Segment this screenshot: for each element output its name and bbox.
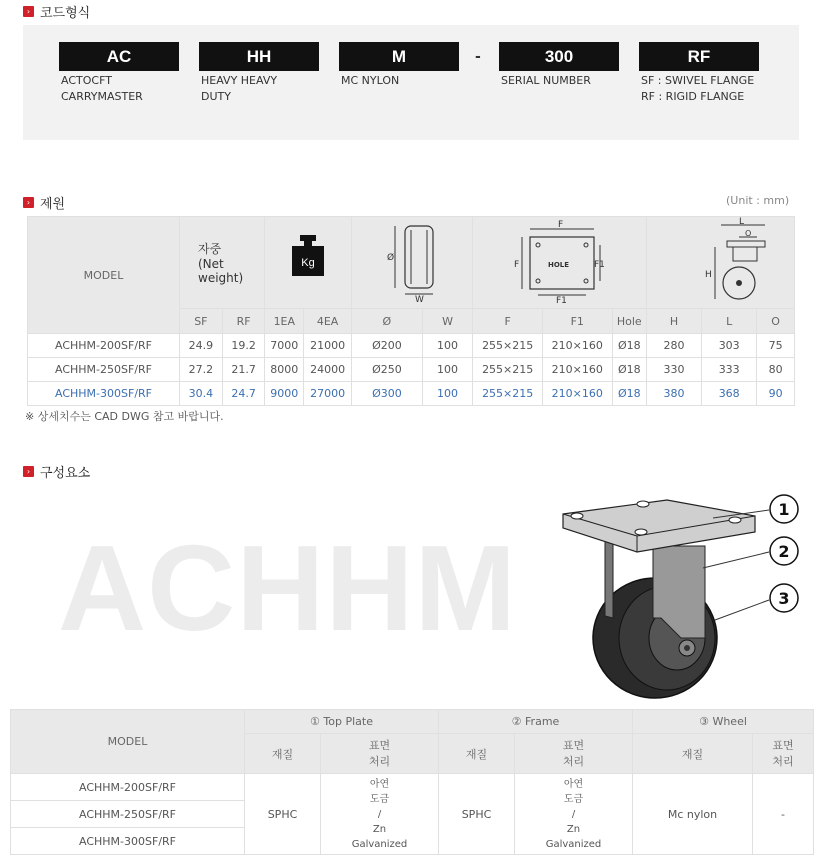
cell-1ea: 8000 [265,358,304,382]
cell-4ea: 27000 [304,382,352,406]
code-desc [639,73,759,105]
cell-o: 75 [757,334,795,358]
dia-label-w: W [415,295,425,304]
subheader-w: W [422,309,473,334]
cell-model: ACHHM-300SF/RF [28,382,180,406]
wheel-material: Mc nylon [633,774,753,855]
wheel-dim-header [352,217,473,309]
cell-model: ACHHM-250SF/RF [28,358,180,382]
code-desc [59,73,179,105]
cell-d: Ø250 [352,358,423,382]
code-desc-line: CARRYMASTER [61,90,143,103]
red-bullet-icon: › [23,197,34,208]
group-frame: ② Frame [439,710,633,734]
callout-label: 2 [778,542,790,561]
cell-model: ACHHM-200SF/RF [28,334,180,358]
wheel-surface: - [753,774,814,855]
components-table [10,709,814,855]
subheader-1ea: 1EA [265,309,304,334]
dia-label-l: L [739,217,745,227]
header-material: 재질 [633,734,753,774]
subheader-o: O [757,309,795,334]
code-label: M [339,42,459,71]
cell-sf: 30.4 [180,382,223,406]
code-format-title-text: 코드형식 [40,6,91,21]
subheader-rf: RF [222,309,265,334]
code-desc [499,73,619,89]
code-item-serial [499,42,619,89]
code-desc-line: ACTOCFT [61,74,112,87]
code-desc-line: MC NYLON [341,74,400,87]
components-title-text: 구성요소 [40,466,91,481]
cell-o: 90 [757,382,795,406]
header-material: 재질 [245,734,321,774]
red-bullet-icon: › [23,466,34,477]
code-label: HH [199,42,319,71]
cell-f1: 210×160 [542,358,612,382]
unit-label: (Unit : mm) [726,194,790,207]
subheader-d: Ø [352,309,423,334]
code-item-m [339,42,459,89]
cell-hole: Ø18 [612,358,646,382]
cell-w: 100 [422,382,473,406]
cell-sf: 27.2 [180,358,223,382]
code-desc [339,73,459,89]
cell-d: Ø300 [352,382,423,406]
dia-label-h: H [705,270,713,280]
code-format-box [23,25,799,140]
dia-label-o: O [745,229,752,238]
dia-label-f-side: F [513,260,519,270]
top-plate-material: SPHC [245,774,321,855]
caster-illustration [555,488,805,703]
cell-1ea: 9000 [265,382,304,406]
subheader-f: F [473,309,543,334]
cell-l: 303 [702,334,757,358]
code-item-rf [639,42,759,105]
cell-f1: 210×160 [542,334,612,358]
callout-label: 3 [778,589,790,608]
callout-3 [770,584,798,612]
cell-l: 333 [702,358,757,382]
spec-title [23,193,65,212]
code-label: RF [639,42,759,71]
weight-icon [278,231,338,291]
code-item-ac [59,42,179,105]
kg-label: Kg [301,257,316,269]
cell-rf: 19.2 [222,334,265,358]
subheader-l: L [702,309,757,334]
code-desc-line: SERIAL NUMBER [501,74,591,87]
dia-label-f1-side: F1 [593,260,605,270]
cell-hole: Ø18 [612,334,646,358]
subheader-4ea: 4EA [304,309,352,334]
caster-side-diagram [665,217,775,305]
group-top-plate: ① Top Plate [245,710,439,734]
wheel-side-diagram [367,218,457,304]
cell-f1: 210×160 [542,382,612,406]
cad-note: ※ 상세치수는 CAD DWG 참고 바랍니다. [25,410,224,423]
table-row [11,774,814,801]
dia-label-f1: F1 [555,296,567,305]
cell-d: Ø200 [352,334,423,358]
dia-label-hole: HOLE [547,261,569,269]
spec-table [27,216,795,406]
comp-model-cell: ACHHM-300SF/RF [11,828,245,855]
cell-rf: 24.7 [222,382,265,406]
weight-header: 자중 (Net weight) [180,217,265,309]
cell-h: 330 [646,358,701,382]
cell-f: 255×215 [473,334,543,358]
subheader-hole: Hole [612,309,646,334]
cell-4ea: 24000 [304,358,352,382]
cell-4ea: 21000 [304,334,352,358]
comp-model-header: MODEL [11,710,245,774]
cell-l: 368 [702,382,757,406]
top-plate-diagram [510,217,610,305]
code-label: 300 [499,42,619,71]
comp-model-cell: ACHHM-200SF/RF [11,774,245,801]
table-row [28,358,795,382]
comp-model-cell: ACHHM-250SF/RF [11,801,245,828]
cell-f: 255×215 [473,382,543,406]
table-row [28,334,795,358]
frame-surface: 아연 도금 / Zn Galvanized [515,774,633,855]
red-bullet-icon: › [23,6,34,17]
dia-label-d: Ø [387,253,395,263]
cell-h: 280 [646,334,701,358]
header-surface: 표면 처리 [515,734,633,774]
spec-title-text: 제원 [40,197,66,212]
header-surface: 표면 처리 [753,734,814,774]
header-surface: 표면 처리 [321,734,439,774]
cell-w: 100 [422,334,473,358]
subheader-sf: SF [180,309,223,334]
cell-o: 80 [757,358,795,382]
components-title [23,462,90,481]
code-desc-line: RF : RIGID FLANGE [641,90,745,103]
table-row-highlighted [28,382,795,406]
cell-rf: 21.7 [222,358,265,382]
code-separator: - [475,49,481,65]
cell-f: 255×215 [473,358,543,382]
top-plate-surface: 아연 도금 / Zn Galvanized [321,774,439,855]
cell-sf: 24.9 [180,334,223,358]
model-watermark: ACHHM [58,520,518,656]
group-wheel: ③ Wheel [633,710,814,734]
subheader-f1: F1 [542,309,612,334]
model-header: MODEL [28,217,180,334]
code-format-title [23,2,90,21]
code-desc [199,73,319,105]
code-desc-line: SF : SWIVEL FLANGE [641,74,755,87]
subheader-h: H [646,309,701,334]
cell-w: 100 [422,358,473,382]
cell-1ea: 7000 [265,334,304,358]
code-label: AC [59,42,179,71]
load-header [265,217,352,309]
callout-2 [770,537,798,565]
cell-h: 380 [646,382,701,406]
code-desc-line: HEAVY HEAVY [201,74,278,87]
cell-hole: Ø18 [612,382,646,406]
callout-label: 1 [778,500,790,519]
code-desc-line: DUTY [201,90,231,103]
dia-label-f: F [557,220,563,230]
callout-1 [770,495,798,523]
frame-material: SPHC [439,774,515,855]
code-item-hh [199,42,319,105]
header-material: 재질 [439,734,515,774]
plate-dim-header [473,217,647,309]
caster-dim-header [646,217,794,309]
